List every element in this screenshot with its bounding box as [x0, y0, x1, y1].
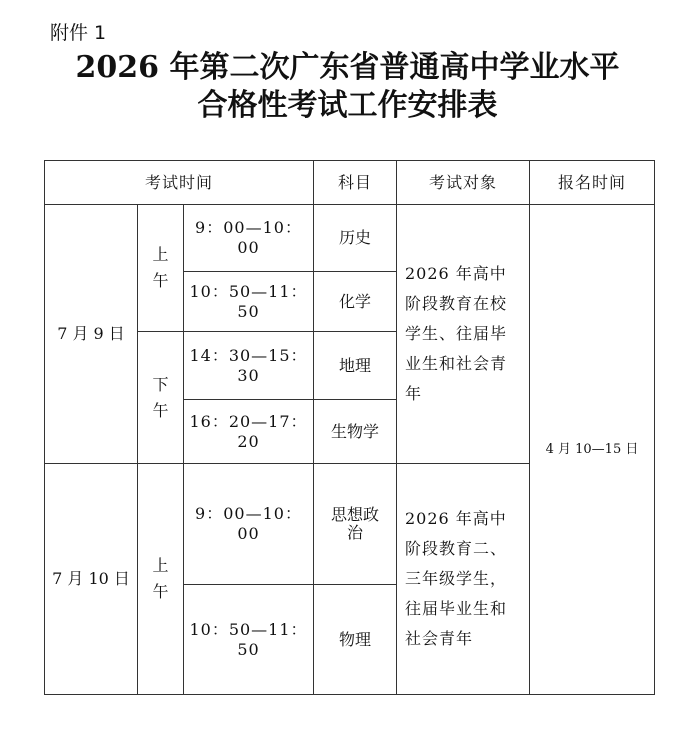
header-target: 考试对象 [397, 161, 530, 205]
header-row [45, 161, 655, 205]
subject-cell: 地理 [314, 332, 397, 400]
subject-cell: 思想政治 [314, 464, 397, 585]
subject-cell: 物理 [314, 585, 397, 695]
attachment-label: 附件 1 [50, 22, 107, 44]
subject-cell: 历史 [314, 205, 397, 272]
time-cell: 10：50—11：50 [184, 585, 314, 695]
subject-cell: 化学 [314, 272, 397, 332]
time-cell: 14：30—15：30 [184, 332, 314, 400]
time-cell: 9：00—10：00 [184, 205, 314, 272]
title-line-1: 2026 年第二次广东省普通高中学业水平 [75, 50, 620, 85]
period-label: 下 午 [152, 374, 169, 420]
period-label: 上 午 [152, 556, 169, 601]
title-line-2: 合格性考试工作安排表 [197, 88, 498, 123]
date-cell: 7 月 10 日 [45, 464, 138, 695]
target-cell: 2026 年高中阶段教育二、三年级学生，往届毕业生和社会青年 [397, 464, 530, 695]
table-row [45, 205, 655, 272]
time-cell: 10：50—11：50 [184, 272, 314, 332]
header-subject: 科目 [314, 161, 397, 205]
period-morning [138, 464, 184, 695]
period-label: 上 午 [152, 245, 169, 290]
exam-schedule-table [44, 160, 655, 695]
header-registration: 报名时间 [530, 161, 655, 205]
date-cell: 7 月 9 日 [45, 205, 138, 464]
time-cell: 16：20—17：20 [184, 400, 314, 464]
registration-cell: 4 月 10—15 日 [530, 205, 655, 695]
period-afternoon [138, 332, 184, 464]
target-cell: 2026 年高中阶段教育在校学生、往届毕业生和社会青年 [397, 205, 530, 464]
time-cell: 9：00—10：00 [184, 464, 314, 585]
period-morning [138, 205, 184, 332]
subject-cell: 生物学 [314, 400, 397, 464]
header-exam-time: 考试时间 [45, 161, 314, 205]
